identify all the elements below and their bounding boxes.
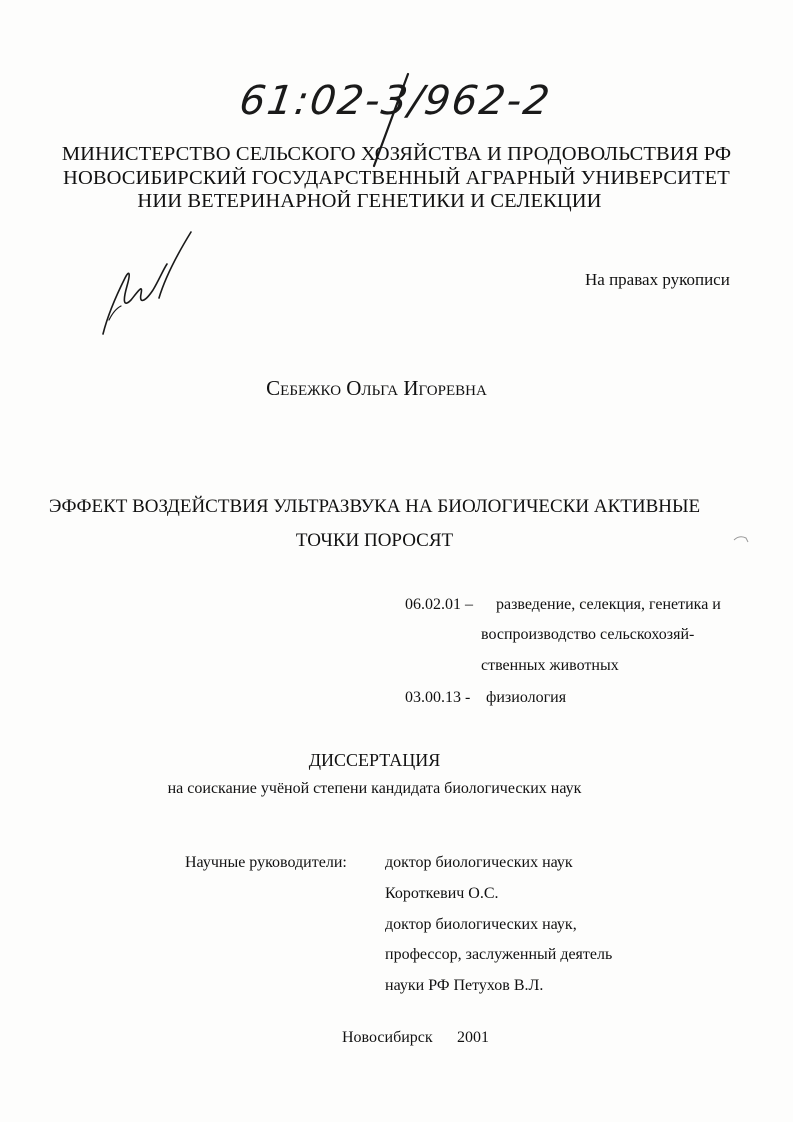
supervisors-label: Научные руководители: <box>185 854 347 871</box>
title-line-2: ТОЧКИ ПОРОСЯТ <box>295 530 454 551</box>
archive-number: 61:02-3/962-2 <box>236 78 555 124</box>
pencil-mark <box>732 532 752 546</box>
footer-city: Новосибирск <box>342 1029 433 1046</box>
ministry-line: МИНИСТЕРСТВО СЕЛЬСКОГО ХОЗЯЙСТВА И ПРОДОВОЛЬСТВИЯ РФ <box>61 143 732 165</box>
signature <box>95 228 205 343</box>
specialty-2-code: 03.00.13 - <box>405 689 471 706</box>
footer-year: 2001 <box>457 1029 489 1046</box>
supervisor-line: науки РФ Петухов В.Л. <box>385 977 544 994</box>
specialty-1-code: 06.02.01 – <box>405 596 473 613</box>
institute-line: НИИ ВЕТЕРИНАРНОЙ ГЕНЕТИКИ И СЕЛЕКЦИИ <box>137 190 602 212</box>
specialty-2-line-1: физиология <box>486 689 567 706</box>
specialty-1-line-3: ственных животных <box>481 657 619 674</box>
specialty-1-line-1: разведение, селекция, генетика и <box>496 596 721 613</box>
university-line: НОВОСИБИРСКИЙ ГОСУДАРСТВЕННЫЙ АГРАРНЫЙ УНИВЕРСИТЕТ <box>63 167 730 189</box>
degree-line: на соискание учёной степени кандидата биологических наук <box>167 780 582 797</box>
supervisor-line: доктор биологических наук <box>385 854 573 871</box>
supervisor-line: доктор биологических наук, <box>385 916 577 933</box>
supervisor-line: Короткевич О.С. <box>385 885 499 902</box>
author-name: Себежко Ольга Игоревна <box>266 376 487 400</box>
doc-type: ДИССЕРТАЦИЯ <box>308 750 441 770</box>
manuscript-note: На правах рукописи <box>585 270 730 289</box>
supervisor-line: профессор, заслуженный деятель <box>385 946 613 963</box>
specialty-1-line-2: воспроизводство сельскохозяй- <box>481 626 695 643</box>
title-line-1: ЭФФЕКТ ВОЗДЕЙСТВИЯ УЛЬТРАЗВУКА НА БИОЛОГИЧЕСКИ АКТИВНЫЕ <box>48 496 701 517</box>
